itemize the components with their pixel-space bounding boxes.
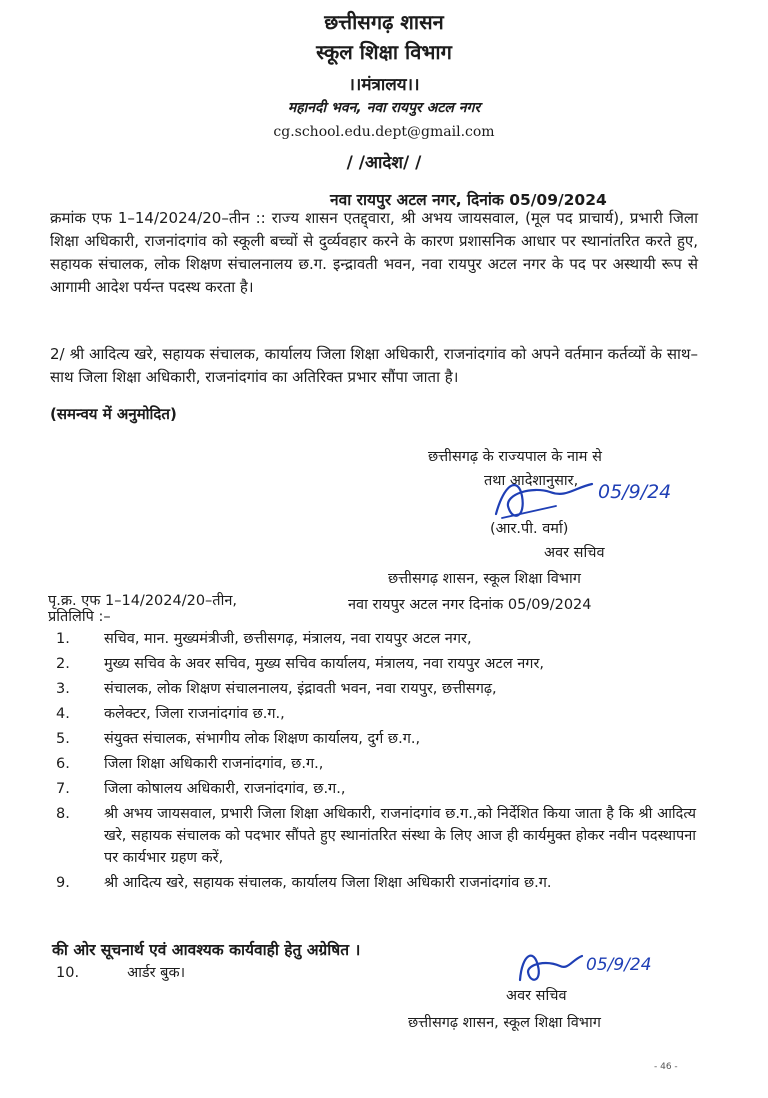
list-item-number: 6. — [56, 756, 70, 772]
signatory-designation: अवर सचिव — [544, 545, 605, 561]
list-item-number: 3. — [56, 681, 70, 697]
list-item — [56, 628, 696, 650]
list-item — [56, 678, 696, 700]
signature-authority-line-2: तथा आदेशानुसार, — [484, 473, 579, 489]
copy-list — [56, 628, 696, 897]
signature-date-2: 05/9/24 — [586, 955, 652, 975]
approval-note: (समन्वय में अनुमोदित) — [50, 405, 177, 423]
order-title: / /आदेश/ / — [346, 153, 422, 173]
list-item-text: श्री अभय जायसवाल, प्रभारी जिला शिक्षा अधिकारी, राजनांदगांव छ.ग.,को निर्देशित किया जाता है कि श्री आदित्य खरे, सहायक संचालक को पदभार सौंपते हुए स्थानांतरित संस्था के लिए आज ही कार्यमुक्त होकर नवीन पदस्थापना पर कार्यभार ग्रहण करें, — [104, 806, 696, 866]
list-item — [56, 653, 696, 675]
signatory-name: (आर.पी. वर्मा) — [490, 521, 569, 537]
list-item-text: आर्डर बुक। — [127, 965, 186, 981]
list-item-number: 10. — [56, 965, 80, 981]
order-date-line: नवा रायपुर अटल नगर, दिनांक 05/09/2024 — [330, 191, 607, 209]
list-item-number: 9. — [56, 875, 70, 891]
dept-heading: स्कूल शिक्षा विभाग — [316, 40, 452, 64]
list-item — [56, 728, 696, 750]
list-item-text: सचिव, मान. मुख्यमंत्रीजी, छत्तीसगढ़, मंत्रालय, नवा रायपुर अटल नगर, — [104, 631, 472, 647]
signatory-designation-2: अवर सचिव — [506, 988, 567, 1004]
endorsement-date: नवा रायपुर अटल नगर दिनांक 05/09/2024 — [348, 597, 592, 613]
signature-authority-line-1: छत्तीसगढ़ के राज्यपाल के नाम से — [428, 449, 602, 465]
office-address: महानदी भवन, नवा रायपुर अटल नगर — [287, 100, 481, 116]
list-item-number: 4. — [56, 706, 70, 722]
order-paragraph-1: क्रमांक एफ 1–14/2024/20–तीन :: राज्य शासन एतद्द्वारा, श्री अभय जायसवाल, (मूल पद प्राचार्य), प्रभारी जिला शिक्षा अधिकारी, राजनांदगांव को स्कूली बच्चों से दुर्व्यवहार करने के कारण प्रशासनिक आधार पर स्थानांतरित करते हुए, सहायक संचालक, लोक शिक्षण संचालनालय छ.ग. इन्द्रावती भवन, नवा रायपुर अटल नगर के पद पर अस्थायी रूप से आगामी आदेश पर्यन्त पदस्थ करता है। — [50, 209, 698, 296]
page-number: - 46 - — [654, 1062, 678, 1072]
list-item — [56, 778, 696, 800]
list-item — [56, 872, 696, 894]
order-paragraph-2: 2/ श्री आदित्य खरे, सहायक संचालक, कार्यालय जिला शिक्षा अधिकारी, राजनांदगांव को अपने वर्तमान कर्तव्यों के साथ–साथ जिला शिक्षा अधिकारी, राजनांदगांव का अतिरिक्त प्रभार सौंपा जाता है। — [50, 345, 698, 386]
ministry-heading: ।।मंत्रालय।। — [348, 75, 420, 95]
govt-heading: छत्तीसगढ़ शासन — [324, 10, 444, 34]
list-item-number: 7. — [56, 781, 70, 797]
list-item-number: 2. — [56, 656, 70, 672]
office-email: cg.school.edu.dept@gmail.com — [273, 124, 495, 140]
list-item-text: श्री आदित्य खरे, सहायक संचालक, कार्यालय जिला शिक्षा अधिकारी राजनांदगांव छ.ग. — [104, 875, 552, 891]
signatory-department-2: छत्तीसगढ़ शासन, स्कूल शिक्षा विभाग — [408, 1015, 601, 1031]
endorsement-ref: पृ.क्र. एफ 1–14/2024/20–तीन, — [48, 593, 237, 609]
list-item-text: मुख्य सचिव के अवर सचिव, मुख्य सचिव कार्यालय, मंत्रालय, नवा रायपुर अटल नगर, — [104, 656, 545, 672]
list-item-text: जिला कोषालय अधिकारी, राजनांदगांव, छ.ग., — [104, 781, 346, 797]
list-item-text: कलेक्टर, जिला राजनांदगांव छ.ग., — [104, 706, 285, 722]
list-item — [56, 803, 696, 869]
list-item-number: 5. — [56, 731, 70, 747]
list-item — [56, 703, 696, 725]
list-item-text: संचालक, लोक शिक्षण संचालनालय, इंद्रावती भवन, नवा रायपुर, छत्तीसगढ़, — [104, 681, 497, 697]
signatory-department: छत्तीसगढ़ शासन, स्कूल शिक्षा विभाग — [388, 571, 581, 587]
copy-label: प्रतिलिपि :– — [48, 609, 111, 625]
signature-date-1: 05/9/24 — [598, 481, 672, 503]
list-item-number: 1. — [56, 631, 70, 647]
signature-mark-2 — [512, 940, 662, 990]
list-item — [56, 753, 696, 775]
list-item-text: जिला शिक्षा अधिकारी राजनांदगांव, छ.ग., — [104, 756, 324, 772]
forward-note: की ओर सूचनार्थ एवं आवश्यक कार्यवाही हेतु अग्रेषित । — [52, 941, 361, 959]
list-item-text: संयुक्त संचालक, संभागीय लोक शिक्षण कार्यालय, दुर्ग छ.ग., — [104, 731, 421, 747]
list-item-number: 8. — [56, 806, 70, 822]
list-item — [56, 962, 185, 982]
